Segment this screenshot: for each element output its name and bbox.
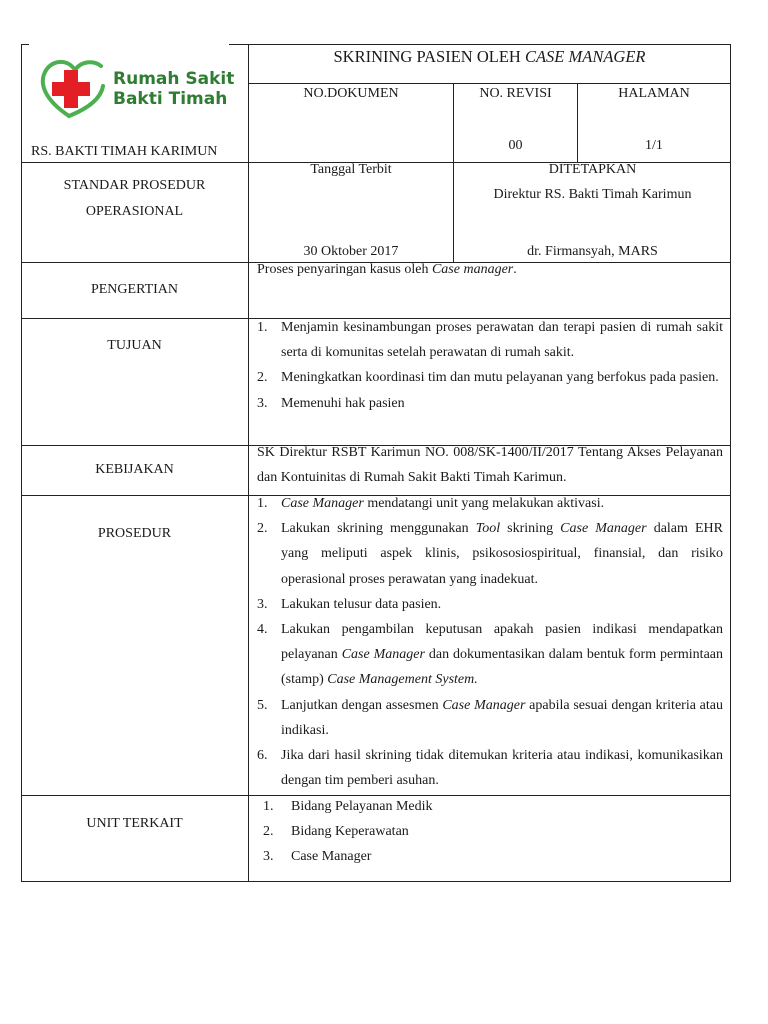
tujuan-item: 1. Menjamin kesinambungan proses perawatan dan terapi pasien di rumah sakit serta di komunitas setelah perawatan di rumah sakit. [257, 320, 723, 361]
no-revisi-label: NO. REVISI [479, 86, 552, 101]
tujuan-item-text: Memenuhi hak pasien [281, 395, 405, 411]
pengertian-text-b: Case manager [431, 262, 514, 277]
unit-item: 3. Case Manager [263, 849, 372, 865]
prosedur-text: mendatangi unit yang melakukan aktivasi. [363, 496, 605, 511]
prosedur-text: Lakukan telusur data pasien. [281, 596, 442, 612]
prosedur-item: 3. Lakukan telusur data pasien. [257, 596, 442, 612]
document-title [249, 48, 730, 66]
tanggal-terbit-label: Tanggal Terbit [310, 162, 392, 177]
ditetapkan-label: DITETAPKAN [548, 162, 637, 177]
rule-title-bottom [248, 83, 731, 84]
prosedur-text: Case Manager [341, 647, 425, 663]
prosedur-item: 4. Lakukan pengambilan keputusan apakah pasien indikasi mendapatkan pelayanan Case Manager dan dokumentasikan dalam bentuk form permintaan (stamp) Case Management System. [257, 622, 724, 688]
sop-label-line1: STANDAR PROSEDUR [63, 178, 206, 193]
border-bottom [21, 881, 731, 882]
prosedur-text: Jika dari hasil skrining tidak ditemukan kriteria atau indikasi, komunikasikan dengan tim pemberi asuhan. [281, 748, 723, 789]
direktur-text: Direktur RS. Bakti Timah Karimun [493, 187, 692, 202]
tujuan-item: 3. Memenuhi hak pasien [257, 395, 405, 411]
prosedur-text: dalam EHR yang meliputi aspek klinis, psikososiospiritual, finansial, dan risiko operasional proses perawatan yang inadekuat. [281, 521, 723, 587]
prosedur-text: Case Manager [281, 496, 364, 511]
prosedur-text: Tool [475, 521, 501, 537]
tujuan-label: TUJUAN [107, 338, 162, 353]
prosedur-text: dan dokumentasikan dalam bentuk form permintaan (stamp) [281, 647, 724, 688]
prosedur-text: Lanjutkan dengan assesmen [281, 697, 443, 713]
hospital-logo [39, 56, 235, 122]
tanggal-terbit-value: 30 Oktober 2017 [303, 244, 399, 259]
hospital-name: RS. BAKTI TIMAH KARIMUN [31, 144, 218, 159]
halaman-label: HALAMAN [618, 86, 690, 101]
no-dokumen-label: NO.DOKUMEN [303, 86, 399, 101]
prosedur-item: 6. Jika dari hasil skrining tidak ditemukan kriteria atau indikasi, komunikasikan dengan tim pemberi asuhan. [257, 748, 723, 789]
prosedur-text: Lakukan pengambilan keputusan apakah pasien indikasi mendapatkan pelayanan [281, 622, 723, 663]
title-italic: CASE MANAGER [524, 47, 646, 66]
prosedur-item: 2. Lakukan skrining menggunakan Tool skrining Case Manager dalam EHR yang meliputi aspek klinis, psikososiospiritual, finansial, dan risiko operasional proses perawatan yang inadekuat. [257, 521, 723, 587]
unit-item: 2. Bidang Keperawatan [263, 824, 409, 840]
prosedur-text: Lakukan skrining menggunakan [281, 521, 476, 537]
border-top [229, 44, 731, 45]
prosedur-text: skrining [500, 521, 561, 537]
pengertian-text [257, 262, 723, 278]
logo-text-line2: Bakti Timah [113, 89, 228, 109]
tujuan-item-text: Meningkatkan koordinasi tim dan mutu pelayanan yang berfokus pada pasien. [281, 370, 719, 386]
prosedur-list [257, 491, 723, 793]
prosedur-text: Case Management System. [327, 672, 478, 688]
halaman-value: 1/1 [645, 138, 663, 153]
prosedur-item: 5. Lanjutkan dengan assesmen Case Manager apabila sesuai dengan kriteria atau indikasi. [257, 697, 723, 738]
unit-terkait-label: UNIT TERKAIT [86, 816, 183, 831]
pengertian-text-c: . [513, 262, 517, 277]
kebijakan-text: SK Direktur RSBT Karimun NO. 008/SK-1400/II/2017 Tentang Akses Pelayanan dan Kontuinitas di Rumah Sakit Bakti Timah Karimun. [257, 445, 723, 486]
title-main: SKRINING PASIEN OLEH [333, 47, 525, 66]
unit-item-text: Case Manager [291, 849, 372, 865]
prosedur-label: PROSEDUR [97, 526, 172, 541]
signatory-name: dr. Firmansyah, MARS [527, 244, 658, 259]
tujuan-list [257, 315, 723, 416]
prosedur-item: 1. Case Manager mendatangi unit yang melakukan aktivasi. [257, 496, 605, 511]
prosedur-text: apabila sesuai dengan kriteria atau indikasi. [281, 697, 723, 738]
unit-item-text: Bidang Pelayanan Medik [291, 799, 433, 814]
tujuan-item-text: Menjamin kesinambungan proses perawatan dan terapi pasien di rumah sakit serta di komunitas setelah perawatan di rumah sakit. [281, 320, 723, 361]
logo-text-line1: Rumah Sakit [113, 69, 235, 89]
sop-document [21, 44, 731, 882]
unit-item-text: Bidang Keperawatan [291, 824, 409, 840]
unit-terkait-list [257, 794, 723, 870]
prosedur-text: Case Manager [442, 697, 526, 713]
kebijakan-label: KEBIJAKAN [95, 462, 174, 477]
border-top-left-stub [21, 44, 29, 45]
pengertian-text-a: Proses penyaringan kasus oleh [257, 262, 432, 277]
tujuan-item: 2. Meningkatkan koordinasi tim dan mutu pelayanan yang berfokus pada pasien. [257, 370, 719, 386]
unit-item: 1. Bidang Pelayanan Medik [263, 799, 433, 814]
prosedur-text: Case Manager [560, 521, 647, 537]
sop-label-line2: OPERASIONAL [85, 204, 184, 219]
no-revisi-value: 00 [508, 138, 523, 153]
pengertian-label: PENGERTIAN [90, 282, 179, 297]
